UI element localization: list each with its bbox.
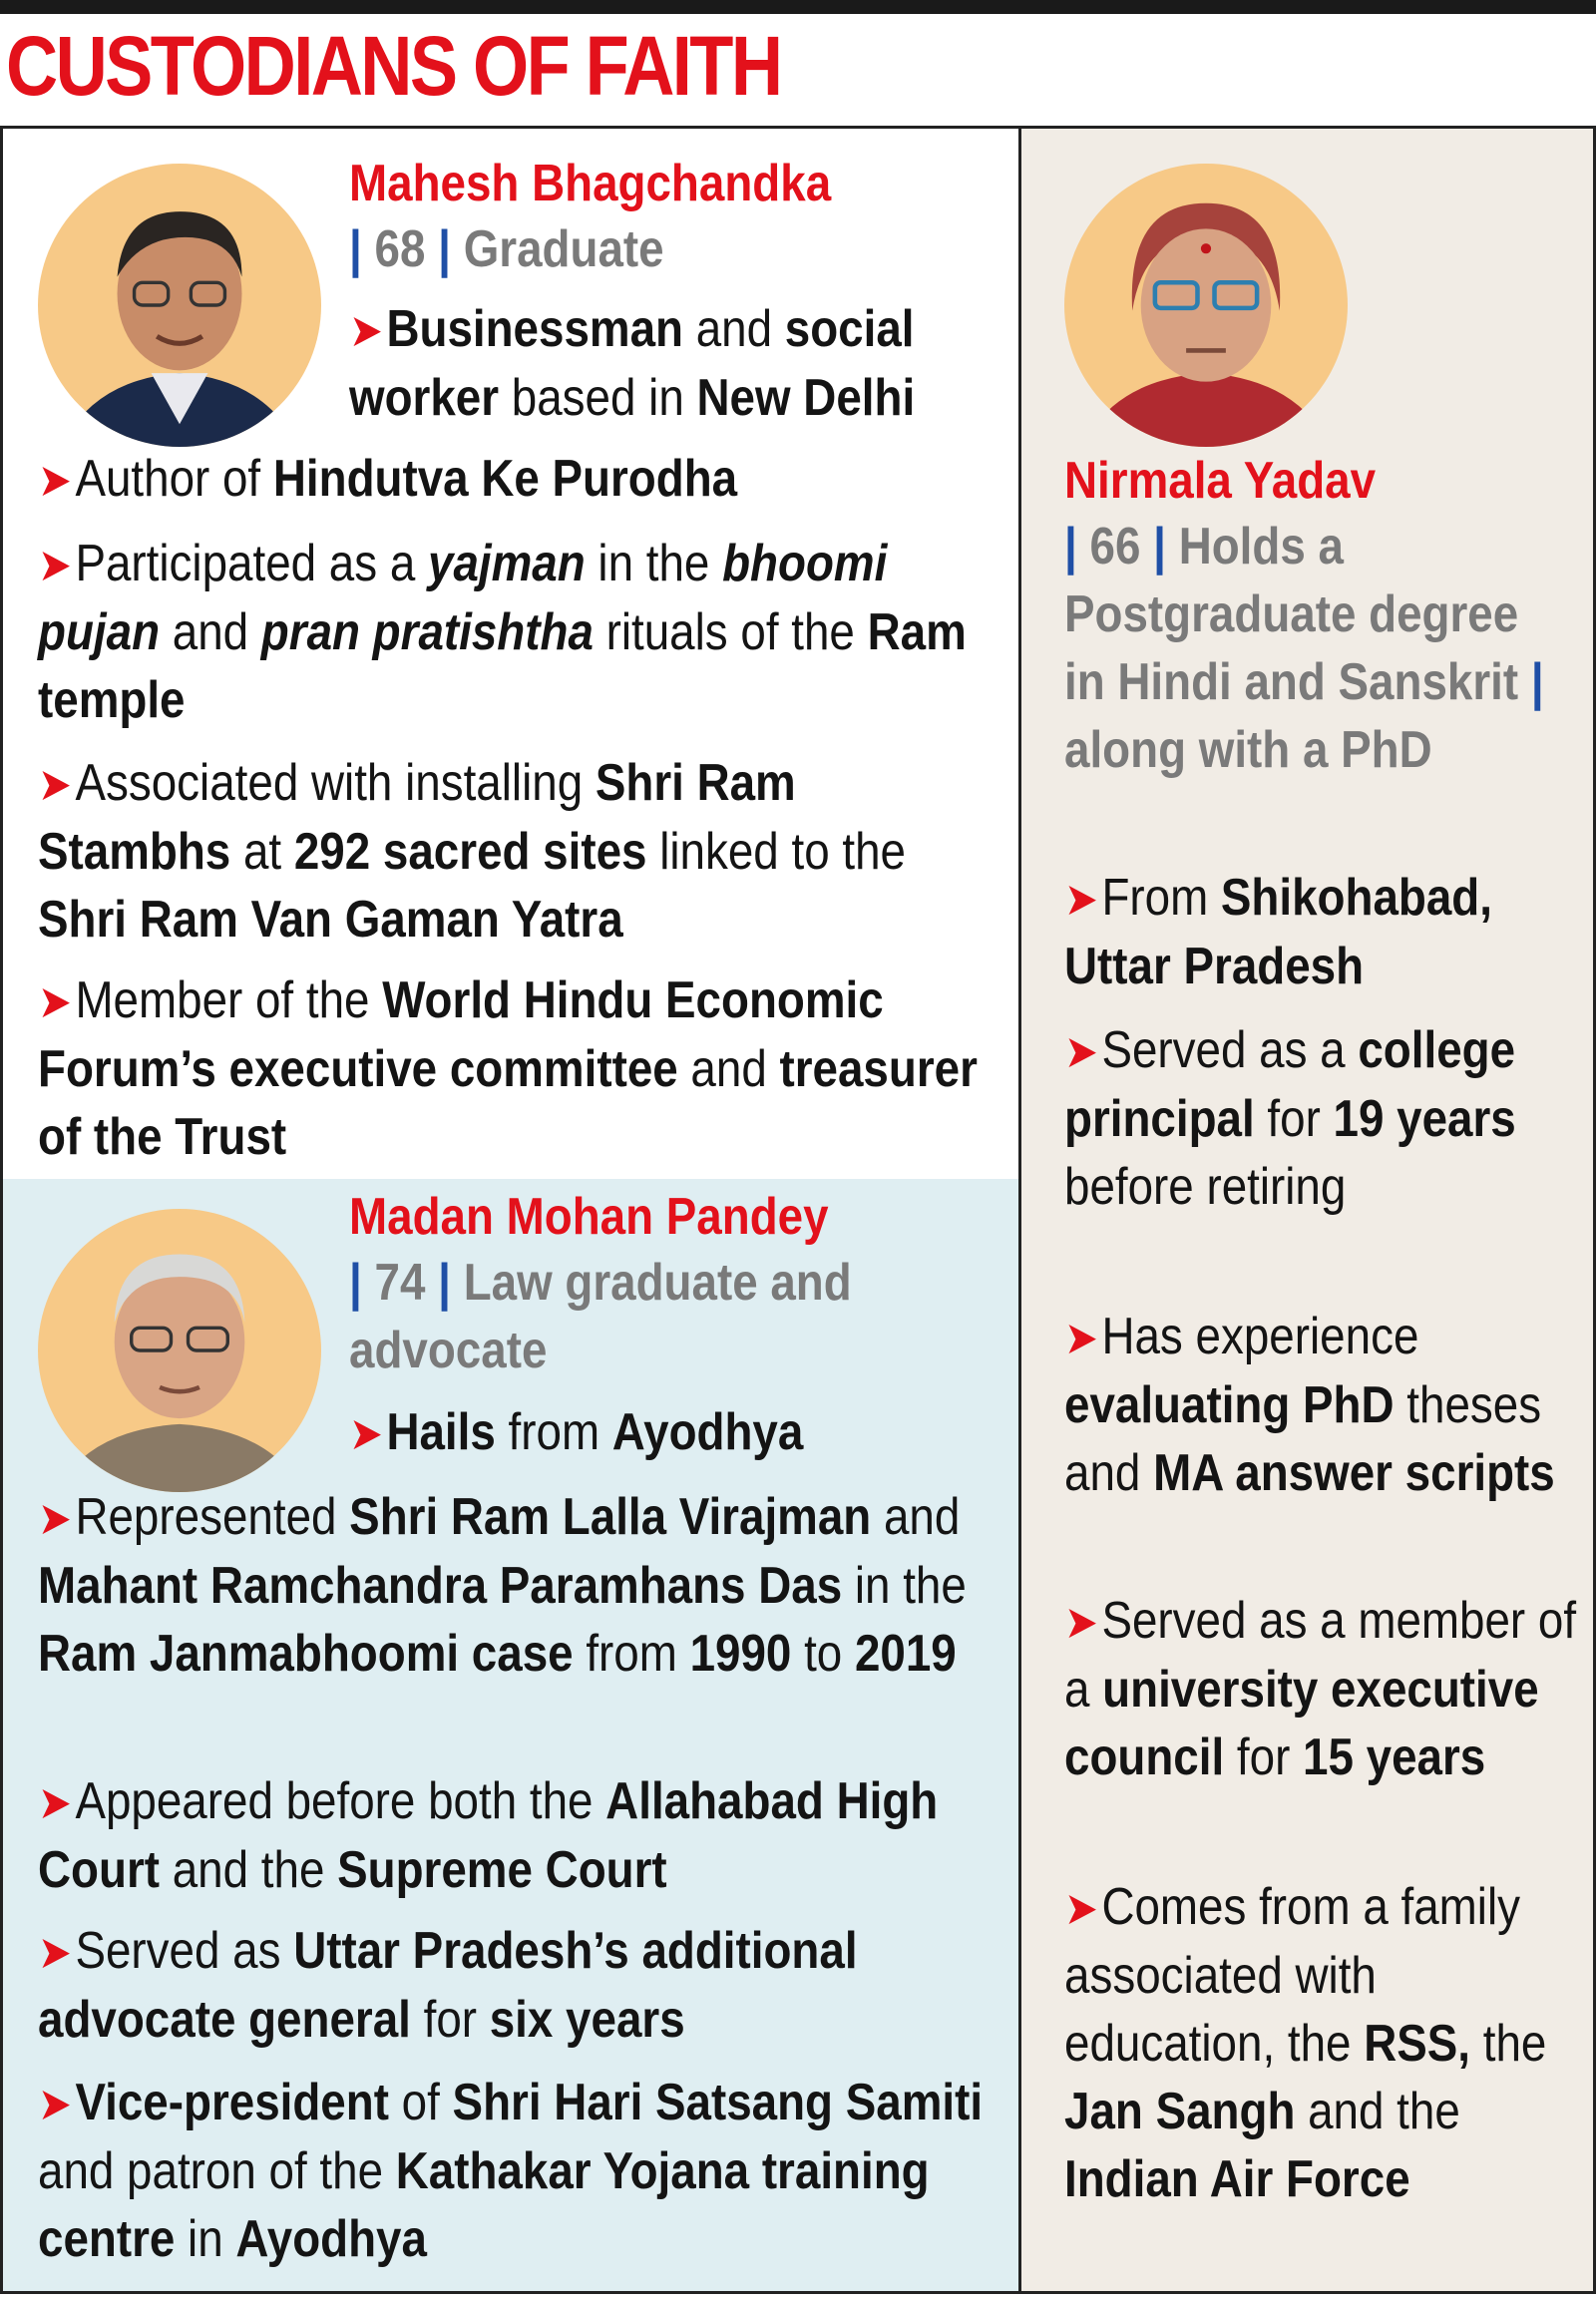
bullet-item [38,1483,995,1688]
bullet-text-segment: and [160,603,261,661]
bullet-text-segment: Member of the [75,971,383,1029]
bullet-text-segment: Allahabad High Court [38,1772,939,1899]
bullet-text-segment: Ayodhya [611,1403,804,1461]
bullet-text-segment: in the [585,535,723,592]
bullet-text-segment: Shri Hari Satsang Samiti [452,2074,984,2131]
bullet-item [349,1398,1016,1467]
bullet-text-segment: of [388,2074,453,2131]
bullet-item [38,749,995,954]
bullet-text-segment: Served as [75,1922,294,1980]
bullet-text-segment: Shri Ram Lalla Virajman [349,1488,872,1546]
bullet-item [38,2069,995,2273]
bullet-text-segment: Participated as a [75,535,429,592]
bullet-text-segment: based in [499,369,697,427]
bullet-text-segment: university executive council [1064,1661,1539,1786]
arrow-bullet-icon: ➤ [1064,873,1098,925]
left-column [0,126,1020,2294]
arrow-bullet-icon: ➤ [38,539,72,590]
bullet-item [349,295,1016,432]
bullet-text-segment: 2019 [854,1625,957,1683]
bullet-text-segment: in [175,2210,236,2268]
person-name: Madan Mohan Pandey [349,1188,829,1246]
bullet-text-segment: before retiring [1064,1158,1347,1216]
bullet-text-segment: from [573,1625,690,1683]
bullet-text-segment: 15 years [1303,1728,1486,1786]
right-column [1020,126,1596,2294]
bullet-text-segment: Uttar Pradesh’s additional advocate general [38,1922,858,2049]
bullet-text-segment: to [791,1625,855,1683]
bullet-text-segment: and [871,1488,961,1546]
bullet-text-segment: for [1224,1728,1304,1786]
arrow-bullet-icon: ➤ [1064,1312,1098,1363]
bullet-item [38,530,995,734]
bullet-text-segment: pran pratishtha [260,603,594,661]
portrait-photo-1 [38,164,321,447]
bullet-item [38,1767,995,1904]
person-meta: | 68 | Graduate [349,220,664,278]
bullet-item [1064,1587,1582,1791]
bullet-text-segment: Appeared before both the [75,1772,606,1830]
bullet-text-segment: treasurer of the Trust [38,1040,978,1166]
top-rule [0,0,1596,14]
bullet-text-segment: at [230,823,294,881]
arrow-bullet-icon: ➤ [349,304,383,356]
bullet-text-segment: Hindutva Ke Purodha [272,450,738,508]
bullet-text-segment: and [683,300,785,358]
bullet-text-segment: college principal [1064,1021,1516,1148]
infographic-frame [0,126,1596,2294]
person-meta: | 66 | Holds a Postgraduate degree in Hindi and Sanskrit | along with a PhD [1064,518,1544,779]
arrow-bullet-icon: ➤ [38,975,72,1027]
bullet-text-segment: Supreme Court [337,1841,667,1899]
column-divider [1018,126,1021,2294]
bullet-text-segment: yajman [428,535,586,592]
bullet-item [38,1917,995,2054]
bullet-text-segment: for [410,1991,490,2049]
arrow-bullet-icon: ➤ [1064,1025,1098,1077]
bullet-text-segment: Vice-president [75,2074,389,2131]
arrow-bullet-icon: ➤ [349,1407,383,1459]
person-name: Mahesh Bhagchandka [349,155,832,212]
bullet-text-segment: Jan Sangh [1064,2083,1296,2140]
bullet-text-segment: Ram temple [38,603,967,729]
bullet-text-segment: and patron of the [38,2142,396,2200]
bullet-text-segment: Ram Janmabhoomi case [38,1625,574,1683]
bullet-text-segment: 19 years [1333,1090,1516,1148]
portrait-photo-3 [1064,164,1348,447]
profile-card-2 [0,1179,1020,2294]
bullet-item [1064,864,1582,1000]
bullet-text-segment: Has experience [1101,1308,1419,1365]
bullet-text-segment: World Hindu Economic Forum’s executive committee [38,971,884,1098]
bullet-text-segment: rituals of the [593,603,868,661]
bullet-text-segment: Shri Ram Van Gaman Yatra [38,891,623,949]
arrow-bullet-icon: ➤ [38,1776,72,1828]
arrow-bullet-icon: ➤ [38,1492,72,1544]
bullet-text-segment: Hails [386,1403,496,1461]
bullet-text-segment: Mahant Ramchandra Paramhans Das [38,1557,843,1615]
bullet-item [1064,1016,1582,1221]
bullet-item [38,966,995,1171]
bullet-text-segment: Businessman [386,300,684,358]
frame-border-top [0,126,1596,129]
bullet-text-segment: Served as a member of a [1064,1592,1577,1719]
bullet-text-segment: Comes from a family associated with education, the [1064,1878,1520,2073]
person-meta: | 74 | Law graduate and advocate [349,1254,852,1379]
bullet-text-segment: Associated with installing [75,754,596,812]
bullet-text-segment: and the [160,1841,338,1899]
bullet-item [1064,1873,1582,2213]
bullet-text-segment: 292 sacred sites [293,823,647,881]
frame-border-bottom [0,2291,1596,2294]
bullet-text-segment: From [1101,869,1221,927]
bullet-text-segment: MA answer scripts [1153,1444,1555,1502]
bullet-text-segment: Kathakar Yojana training centre [38,2142,930,2268]
bullet-text-segment: and the [1295,2083,1460,2140]
bullet-text-segment: Author of [75,450,273,508]
arrow-bullet-icon: ➤ [1064,1882,1098,1934]
arrow-bullet-icon: ➤ [38,2078,72,2129]
bullet-text-segment: and [677,1040,780,1098]
bullet-text-segment: Shri Ram Stambhs [38,754,796,881]
bullet-text-segment: from [495,1403,612,1461]
bullet-text-segment: Ayodhya [235,2210,427,2268]
bullet-item [1064,1303,1582,1507]
bullet-text-segment: the [1470,2015,1547,2073]
arrow-bullet-icon: ➤ [1064,1596,1098,1648]
bullet-text-segment: Represented [75,1488,350,1546]
arrow-bullet-icon: ➤ [38,454,72,506]
bullet-text-segment: New Delhi [696,369,916,427]
bullet-text-segment: for [1254,1090,1334,1148]
arrow-bullet-icon: ➤ [38,1926,72,1978]
bullet-text-segment: Indian Air Force [1064,2150,1410,2208]
portrait-photo-2 [38,1209,321,1492]
bullet-text-segment: Served as a [1101,1021,1359,1079]
bullet-text-segment: linked to the [646,823,906,881]
person-name: Nirmala Yadav [1064,452,1377,510]
bullet-text-segment: evaluating PhD [1064,1376,1395,1434]
profile-card-1 [0,126,1020,1179]
bullet-text-segment: theses and [1064,1376,1542,1502]
bullet-text-segment: RSS, [1364,2015,1471,2073]
bullet-text-segment: social worker [349,300,915,427]
bullet-text-segment: six years [489,1991,685,2049]
bullet-text-segment: in the [842,1557,967,1615]
bullet-text-segment: bhoomi pujan [38,535,888,661]
bullet-text-segment: Shikohabad, Uttar Pradesh [1064,869,1492,995]
headline: CUSTODIANS OF FAITH [6,19,781,113]
frame-border-left [0,126,3,2294]
bullet-item [38,445,995,514]
bullet-text-segment: 1990 [689,1625,792,1683]
arrow-bullet-icon: ➤ [38,758,72,810]
